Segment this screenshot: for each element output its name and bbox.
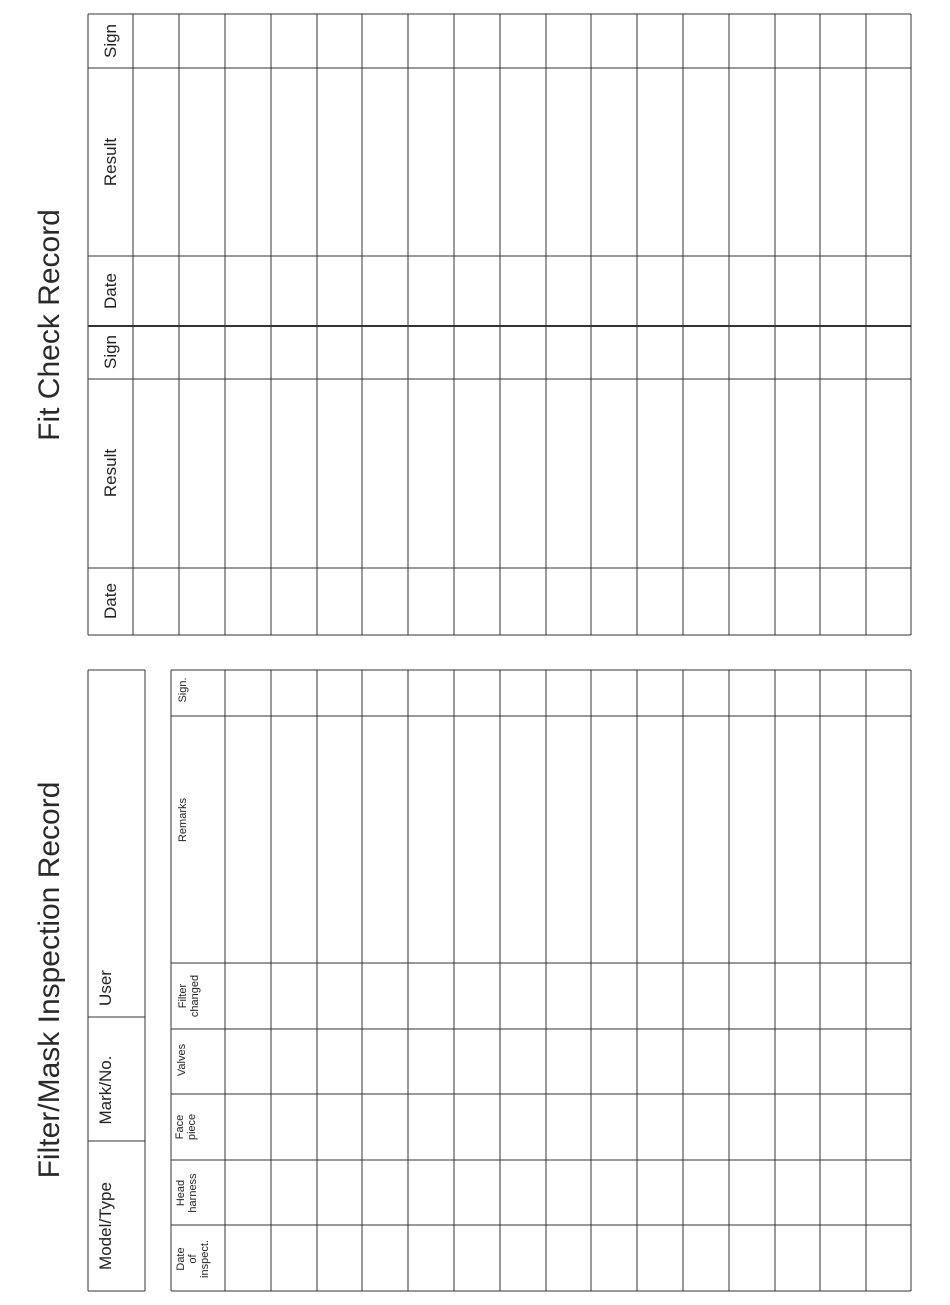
inspection-grid bbox=[171, 670, 911, 1291]
fit-check-result-header: Result bbox=[101, 137, 120, 187]
remarks-column-header: Remarks bbox=[177, 798, 189, 843]
fit-check-grid bbox=[88, 14, 911, 635]
fit-check-date-header: Date bbox=[101, 583, 120, 619]
date-of-inspect-column-header: Date of inspect. bbox=[175, 1240, 211, 1278]
valves-column-header: Valves bbox=[176, 1043, 188, 1077]
fit-check-title: Fit Check Record bbox=[33, 209, 66, 441]
head-harness-column-header: Head harness bbox=[175, 1173, 199, 1213]
mark-no-label: Mark/No. bbox=[96, 1055, 115, 1125]
fit-check-sign-header: Sign bbox=[101, 23, 120, 59]
face-piece-column-header: Face piece bbox=[174, 1113, 198, 1141]
inspection-title: Filter/Mask Inspection Record bbox=[33, 781, 66, 1179]
fit-check-result-header: Result bbox=[101, 448, 120, 498]
fit-check-sign-header: Sign bbox=[101, 334, 120, 370]
model-type-label: Model/Type bbox=[96, 1182, 115, 1270]
user-label: User bbox=[96, 970, 115, 1006]
filter-changed-column-header: Filter changed bbox=[177, 974, 201, 1018]
sign-column-header: Sign. bbox=[177, 677, 189, 703]
fit-check-date-header: Date bbox=[101, 273, 120, 309]
